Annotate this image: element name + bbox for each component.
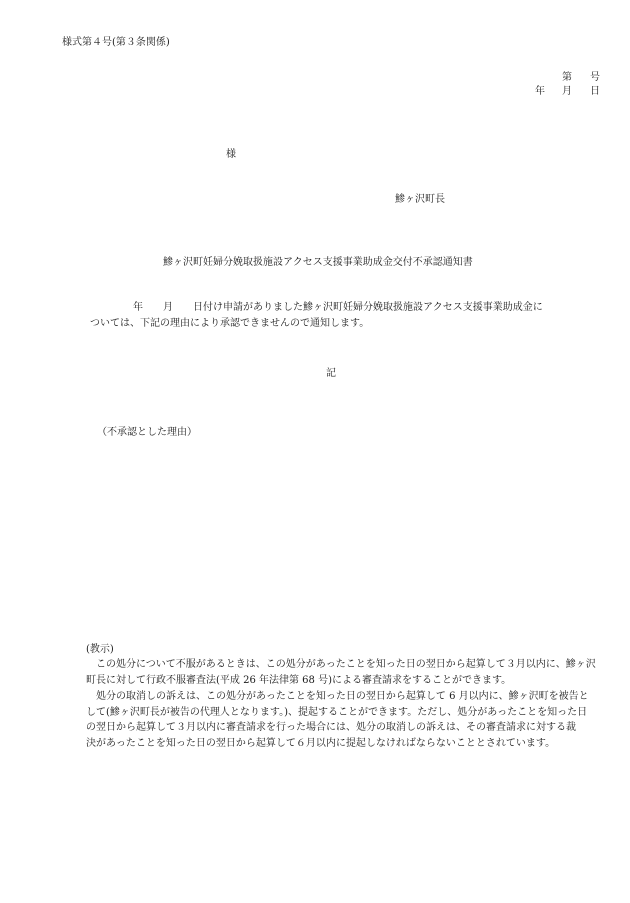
- sender-name: 鯵ヶ沢町長: [395, 194, 445, 205]
- body-line1: 日付け申請がありました鯵ヶ沢町妊婦分娩取扱施設アクセス支援事業助成金に: [193, 302, 543, 313]
- document-title: 鯵ヶ沢町妊婦分娩取扱施設アクセス支援事業助成金交付不承認通知書: [163, 257, 473, 268]
- date-year: 年: [535, 86, 545, 97]
- ki-heading: 記: [326, 368, 336, 379]
- date-day: 日: [590, 86, 600, 97]
- instruction-heading: (教示): [86, 644, 114, 655]
- instruction-line: の翌日から起算して３月以内に審査請求を行った場合には、処分の取消しの訴えは、その審査請求に対する裁: [86, 722, 576, 733]
- instruction-line: 町長に対して行政不服審査法(平成 26 年法律第 68 号)による審査請求をすることができます。: [86, 675, 512, 686]
- body-month: 月: [163, 302, 173, 313]
- reason-text: [110, 445, 590, 625]
- instruction-line: して(鯵ヶ沢町長が被告の代理人となります。)、提起することができます。ただし、処分があったことを知った日: [86, 707, 588, 718]
- reason-heading: （不承認とした理由）: [97, 427, 197, 438]
- date-month: 月: [562, 86, 572, 97]
- instruction-line: この処分について不服があるときは、この処分があったことを知った日の翌日から起算して３月以内に、鯵ヶ沢: [86, 659, 596, 670]
- body-line2: ついては、下記の理由により承認できませんので通知します。: [90, 318, 370, 329]
- form-label: 様式第４号(第３条関係): [62, 37, 170, 48]
- document-number-go: 号: [590, 72, 600, 83]
- body-year: 年: [133, 302, 143, 313]
- document-number-dai: 第: [562, 72, 572, 83]
- addressee-suffix: 様: [226, 149, 236, 160]
- instruction-line: 決があったことを知った日の翌日から起算して６月以内に提起しなければならないこととされています。: [86, 738, 556, 749]
- instruction-line: 処分の取消しの訴えは、この処分があったことを知った日の翌日から起算して 6 月以内に、鯵ヶ沢町を被告と: [86, 691, 589, 702]
